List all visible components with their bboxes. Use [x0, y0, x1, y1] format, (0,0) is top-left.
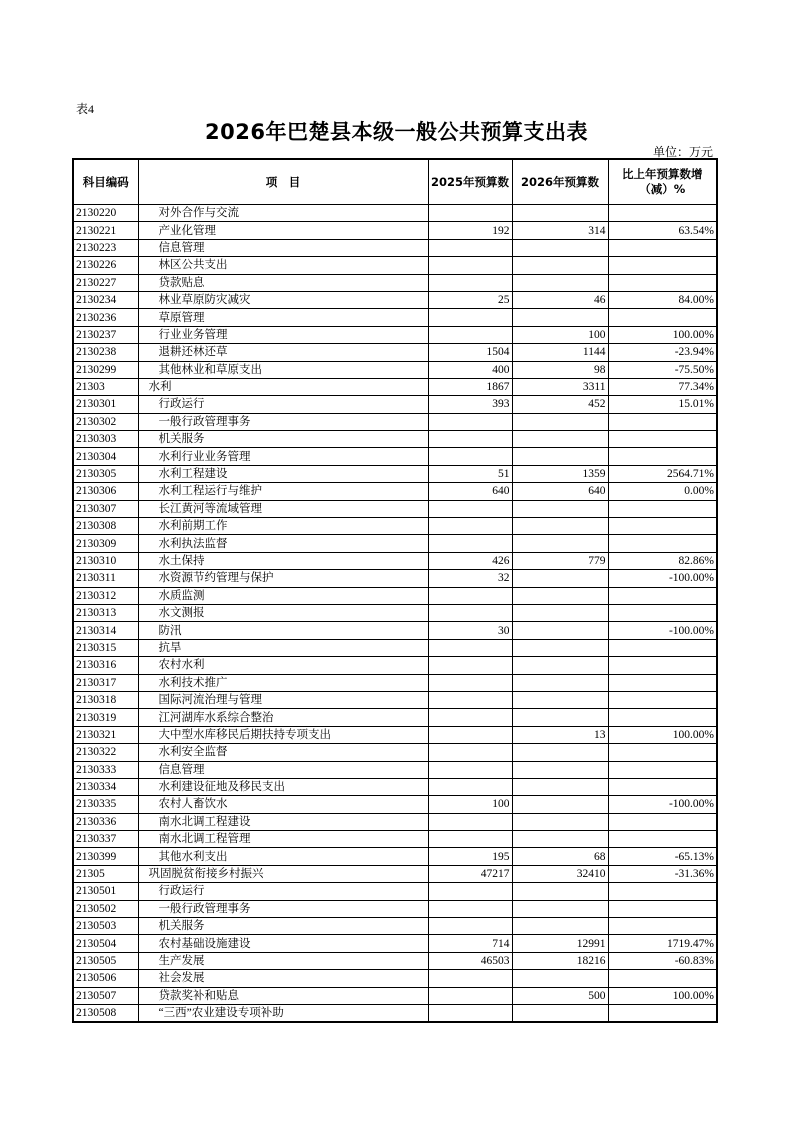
cell-budget-2025: 393 [428, 396, 512, 413]
cell-budget-2025 [428, 639, 512, 656]
cell-item-name: 水利技术推广 [138, 674, 428, 691]
cell-change-percent [608, 691, 717, 708]
cell-budget-2026 [512, 831, 608, 848]
cell-subject-code: 2130238 [73, 344, 138, 361]
cell-change-percent: -23.94% [608, 344, 717, 361]
cell-change-percent [608, 900, 717, 917]
table-row [73, 970, 717, 987]
cell-budget-2025: 192 [428, 222, 512, 239]
cell-item-name: 南水北调工程管理 [138, 831, 428, 848]
cell-item-name: 长江黄河等流域管理 [138, 500, 428, 517]
cell-subject-code: 2130234 [73, 291, 138, 308]
cell-subject-code: 2130304 [73, 448, 138, 465]
cell-budget-2025 [428, 987, 512, 1004]
cell-budget-2026: 32410 [512, 865, 608, 882]
cell-item-name: 机关服务 [138, 918, 428, 935]
cell-budget-2025 [428, 744, 512, 761]
cell-change-percent: -31.36% [608, 865, 717, 882]
cell-subject-code: 2130299 [73, 361, 138, 378]
table-row [73, 657, 717, 674]
cell-budget-2025 [428, 918, 512, 935]
unit-label: 单位：万元 [652, 145, 713, 159]
table-row [73, 448, 717, 465]
cell-subject-code: 2130310 [73, 552, 138, 569]
cell-change-percent [608, 274, 717, 291]
table-header-row [73, 159, 717, 205]
cell-item-name: 其他水利支出 [138, 848, 428, 865]
cell-change-percent: -100.00% [608, 796, 717, 813]
table-row [73, 570, 717, 587]
cell-budget-2025 [428, 813, 512, 830]
cell-budget-2025: 51 [428, 465, 512, 482]
table-row [73, 465, 717, 482]
cell-item-name: 南水北调工程建设 [138, 813, 428, 830]
table-row [73, 622, 717, 639]
cell-budget-2025: 46503 [428, 952, 512, 969]
table-row [73, 378, 717, 395]
cell-budget-2025: 30 [428, 622, 512, 639]
cell-change-percent: 84.00% [608, 291, 717, 308]
cell-budget-2026 [512, 274, 608, 291]
cell-item-name: 退耕还林还草 [138, 344, 428, 361]
cell-budget-2026 [512, 691, 608, 708]
cell-item-name: 贷款奖补和贴息 [138, 987, 428, 1004]
cell-subject-code: 2130315 [73, 639, 138, 656]
cell-budget-2025 [428, 778, 512, 795]
cell-subject-code: 2130507 [73, 987, 138, 1004]
cell-change-percent [608, 604, 717, 621]
table-row [73, 848, 717, 865]
cell-change-percent [608, 831, 717, 848]
cell-budget-2025 [428, 518, 512, 535]
cell-budget-2025: 400 [428, 361, 512, 378]
table-row [73, 831, 717, 848]
cell-item-name: 抗旱 [138, 639, 428, 656]
cell-subject-code: 2130501 [73, 883, 138, 900]
cell-subject-code: 2130502 [73, 900, 138, 917]
table-body [73, 205, 717, 1023]
cell-change-percent [608, 970, 717, 987]
cell-subject-code: 2130305 [73, 465, 138, 482]
cell-subject-code: 2130316 [73, 657, 138, 674]
cell-change-percent [608, 535, 717, 552]
cell-change-percent [608, 239, 717, 256]
cell-change-percent [608, 257, 717, 274]
cell-subject-code: 2130312 [73, 587, 138, 604]
cell-budget-2025 [428, 900, 512, 917]
cell-subject-code: 2130223 [73, 239, 138, 256]
cell-subject-code: 2130336 [73, 813, 138, 830]
cell-change-percent: -75.50% [608, 361, 717, 378]
table-row [73, 674, 717, 691]
cell-subject-code: 2130311 [73, 570, 138, 587]
cell-item-name: 社会发展 [138, 970, 428, 987]
table-row [73, 865, 717, 882]
cell-budget-2026 [512, 413, 608, 430]
table-row [73, 796, 717, 813]
cell-item-name: 水文测报 [138, 604, 428, 621]
table-row [73, 483, 717, 500]
cell-change-percent: 2564.71% [608, 465, 717, 482]
cell-subject-code: 2130333 [73, 761, 138, 778]
cell-item-name: 水利 [138, 378, 428, 395]
table-row [73, 431, 717, 448]
cell-item-name: 一般行政管理事务 [138, 900, 428, 917]
table-row [73, 257, 717, 274]
cell-item-name: 农村基础设施建设 [138, 935, 428, 952]
cell-budget-2026 [512, 535, 608, 552]
cell-change-percent [608, 309, 717, 326]
cell-change-percent [608, 813, 717, 830]
cell-budget-2025 [428, 604, 512, 621]
cell-budget-2025 [428, 205, 512, 222]
table-row [73, 239, 717, 256]
cell-subject-code: 2130236 [73, 309, 138, 326]
header-budget-2025: 2025年预算数 [428, 159, 512, 205]
table-row [73, 691, 717, 708]
cell-budget-2025 [428, 448, 512, 465]
cell-item-name: 水利工程运行与维护 [138, 483, 428, 500]
cell-change-percent [608, 778, 717, 795]
table-row [73, 918, 717, 935]
cell-budget-2026 [512, 587, 608, 604]
cell-budget-2026: 100 [512, 326, 608, 343]
table-row [73, 952, 717, 969]
cell-budget-2025: 1867 [428, 378, 512, 395]
cell-change-percent [608, 639, 717, 656]
table-row [73, 761, 717, 778]
cell-budget-2026 [512, 778, 608, 795]
cell-subject-code: 2130503 [73, 918, 138, 935]
cell-budget-2025: 195 [428, 848, 512, 865]
cell-change-percent [608, 744, 717, 761]
cell-budget-2026: 1359 [512, 465, 608, 482]
cell-budget-2025 [428, 831, 512, 848]
cell-change-percent [608, 1004, 717, 1022]
cell-item-name: 水利建设征地及移民支出 [138, 778, 428, 795]
cell-budget-2026 [512, 309, 608, 326]
cell-budget-2025 [428, 274, 512, 291]
cell-budget-2026 [512, 622, 608, 639]
cell-item-name: 林业草原防灾减灾 [138, 291, 428, 308]
cell-subject-code: 2130334 [73, 778, 138, 795]
cell-budget-2026: 1144 [512, 344, 608, 361]
cell-subject-code: 2130313 [73, 604, 138, 621]
cell-item-name: 水利前期工作 [138, 518, 428, 535]
cell-budget-2026 [512, 674, 608, 691]
table-row [73, 552, 717, 569]
cell-budget-2026 [512, 518, 608, 535]
cell-subject-code: 2130314 [73, 622, 138, 639]
cell-budget-2025 [428, 587, 512, 604]
cell-budget-2025 [428, 709, 512, 726]
cell-change-percent [608, 674, 717, 691]
cell-change-percent [608, 587, 717, 604]
cell-budget-2026 [512, 448, 608, 465]
cell-budget-2025: 1504 [428, 344, 512, 361]
cell-subject-code: 2130227 [73, 274, 138, 291]
cell-subject-code: 2130308 [73, 518, 138, 535]
cell-change-percent: -100.00% [608, 622, 717, 639]
cell-change-percent: 0.00% [608, 483, 717, 500]
cell-budget-2026 [512, 1004, 608, 1022]
cell-budget-2025 [428, 970, 512, 987]
cell-subject-code: 2130309 [73, 535, 138, 552]
cell-item-name: 防汛 [138, 622, 428, 639]
cell-subject-code: 2130221 [73, 222, 138, 239]
table-row [73, 535, 717, 552]
cell-subject-code: 2130301 [73, 396, 138, 413]
cell-change-percent: 100.00% [608, 326, 717, 343]
cell-change-percent: 15.01% [608, 396, 717, 413]
cell-subject-code: 2130506 [73, 970, 138, 987]
table-row [73, 935, 717, 952]
cell-budget-2025 [428, 726, 512, 743]
table-row [73, 1004, 717, 1022]
cell-budget-2025 [428, 431, 512, 448]
cell-change-percent: 82.86% [608, 552, 717, 569]
cell-change-percent: 63.54% [608, 222, 717, 239]
cell-budget-2026: 314 [512, 222, 608, 239]
cell-item-name: 水利执法监督 [138, 535, 428, 552]
cell-budget-2026 [512, 639, 608, 656]
cell-change-percent: 100.00% [608, 726, 717, 743]
header-change-percent: 比上年预算数增（减）% [608, 159, 717, 205]
cell-budget-2025: 32 [428, 570, 512, 587]
cell-budget-2026 [512, 796, 608, 813]
cell-change-percent [608, 761, 717, 778]
cell-change-percent [608, 413, 717, 430]
cell-change-percent: -60.83% [608, 952, 717, 969]
cell-change-percent: -100.00% [608, 570, 717, 587]
cell-budget-2025 [428, 691, 512, 708]
cell-item-name: 巩固脱贫衔接乡村振兴 [138, 865, 428, 882]
cell-budget-2025 [428, 326, 512, 343]
cell-budget-2025: 100 [428, 796, 512, 813]
cell-budget-2026 [512, 500, 608, 517]
cell-item-name: 行业业务管理 [138, 326, 428, 343]
cell-item-name: 水利安全监督 [138, 744, 428, 761]
table-row [73, 778, 717, 795]
cell-budget-2026 [512, 709, 608, 726]
cell-subject-code: 2130322 [73, 744, 138, 761]
cell-item-name: 信息管理 [138, 761, 428, 778]
cell-change-percent [608, 205, 717, 222]
cell-budget-2026: 640 [512, 483, 608, 500]
cell-item-name: 农村水利 [138, 657, 428, 674]
cell-budget-2026 [512, 239, 608, 256]
table-row [73, 900, 717, 917]
table-row [73, 518, 717, 535]
cell-item-name: 对外合作与交流 [138, 205, 428, 222]
cell-subject-code: 21303 [73, 378, 138, 395]
header-budget-2026: 2026年预算数 [512, 159, 608, 205]
cell-budget-2026: 12991 [512, 935, 608, 952]
table-row [73, 744, 717, 761]
cell-change-percent [608, 657, 717, 674]
cell-subject-code: 2130302 [73, 413, 138, 430]
cell-subject-code: 2130226 [73, 257, 138, 274]
table-row [73, 205, 717, 222]
cell-budget-2026 [512, 970, 608, 987]
cell-budget-2026 [512, 431, 608, 448]
cell-item-name: 江河湖库水系综合整治 [138, 709, 428, 726]
cell-item-name: 行政运行 [138, 883, 428, 900]
cell-budget-2025 [428, 413, 512, 430]
cell-item-name: 水质监测 [138, 587, 428, 604]
cell-budget-2025 [428, 500, 512, 517]
cell-change-percent [608, 431, 717, 448]
cell-item-name: 国际河流治理与管理 [138, 691, 428, 708]
cell-budget-2026 [512, 761, 608, 778]
cell-subject-code: 2130337 [73, 831, 138, 848]
cell-item-name: 农村人畜饮水 [138, 796, 428, 813]
page-title: 2026年巴楚县本级一般公共预算支出表 [205, 120, 588, 144]
cell-change-percent [608, 518, 717, 535]
cell-budget-2026 [512, 918, 608, 935]
cell-budget-2025 [428, 674, 512, 691]
cell-item-name: 水土保持 [138, 552, 428, 569]
table-row [73, 274, 717, 291]
table-row [73, 413, 717, 430]
cell-change-percent [608, 709, 717, 726]
cell-budget-2026 [512, 744, 608, 761]
cell-change-percent [608, 883, 717, 900]
cell-budget-2025 [428, 761, 512, 778]
cell-subject-code: 2130335 [73, 796, 138, 813]
cell-budget-2025: 426 [428, 552, 512, 569]
cell-subject-code: 2130306 [73, 483, 138, 500]
table-row [73, 396, 717, 413]
cell-change-percent: 77.34% [608, 378, 717, 395]
cell-budget-2026 [512, 657, 608, 674]
cell-item-name: 信息管理 [138, 239, 428, 256]
cell-budget-2026 [512, 604, 608, 621]
cell-budget-2025 [428, 535, 512, 552]
cell-subject-code: 2130318 [73, 691, 138, 708]
cell-budget-2026: 500 [512, 987, 608, 1004]
table-row [73, 726, 717, 743]
cell-item-name: 一般行政管理事务 [138, 413, 428, 430]
cell-budget-2025 [428, 657, 512, 674]
table-row [73, 291, 717, 308]
cell-subject-code: 21305 [73, 865, 138, 882]
table-row [73, 309, 717, 326]
cell-change-percent: 1719.47% [608, 935, 717, 952]
cell-change-percent [608, 448, 717, 465]
cell-budget-2025 [428, 239, 512, 256]
budget-expenditure-table [72, 158, 718, 1023]
cell-budget-2026: 18216 [512, 952, 608, 969]
table-row [73, 604, 717, 621]
cell-item-name: 林区公共支出 [138, 257, 428, 274]
table-row [73, 222, 717, 239]
cell-item-name: 产业化管理 [138, 222, 428, 239]
cell-subject-code: 2130508 [73, 1004, 138, 1022]
cell-item-name: 水利行业业务管理 [138, 448, 428, 465]
cell-item-name: 贷款贴息 [138, 274, 428, 291]
cell-item-name: 机关服务 [138, 431, 428, 448]
table-row [73, 639, 717, 656]
table-row [73, 883, 717, 900]
cell-budget-2026 [512, 205, 608, 222]
header-item: 项 目 [138, 159, 428, 205]
cell-budget-2026: 68 [512, 848, 608, 865]
cell-budget-2025 [428, 883, 512, 900]
table-row [73, 500, 717, 517]
cell-subject-code: 2130319 [73, 709, 138, 726]
cell-subject-code: 2130307 [73, 500, 138, 517]
cell-budget-2026 [512, 883, 608, 900]
cell-change-percent: -65.13% [608, 848, 717, 865]
cell-subject-code: 2130237 [73, 326, 138, 343]
table-row [73, 361, 717, 378]
cell-subject-code: 2130505 [73, 952, 138, 969]
header-subject-code: 科目编码 [73, 159, 138, 205]
cell-budget-2026 [512, 900, 608, 917]
cell-budget-2026: 98 [512, 361, 608, 378]
cell-subject-code: 2130303 [73, 431, 138, 448]
cell-subject-code: 2130220 [73, 205, 138, 222]
cell-item-name: 生产发展 [138, 952, 428, 969]
cell-budget-2026: 3311 [512, 378, 608, 395]
cell-budget-2025 [428, 309, 512, 326]
cell-budget-2025 [428, 257, 512, 274]
cell-budget-2026 [512, 813, 608, 830]
cell-item-name: 水资源节约管理与保护 [138, 570, 428, 587]
cell-budget-2026: 452 [512, 396, 608, 413]
cell-change-percent [608, 918, 717, 935]
cell-subject-code: 2130321 [73, 726, 138, 743]
cell-budget-2025: 640 [428, 483, 512, 500]
cell-item-name: 水利工程建设 [138, 465, 428, 482]
cell-item-name: “三西”农业建设专项补助 [138, 1004, 428, 1022]
cell-budget-2025 [428, 1004, 512, 1022]
cell-item-name: 草原管理 [138, 309, 428, 326]
table-row [73, 587, 717, 604]
cell-subject-code: 2130317 [73, 674, 138, 691]
cell-item-name: 大中型水库移民后期扶持专项支出 [138, 726, 428, 743]
table-number-label: 表4 [76, 102, 95, 116]
cell-subject-code: 2130399 [73, 848, 138, 865]
cell-budget-2025: 714 [428, 935, 512, 952]
cell-subject-code: 2130504 [73, 935, 138, 952]
cell-change-percent [608, 500, 717, 517]
cell-budget-2026 [512, 570, 608, 587]
cell-budget-2026: 46 [512, 291, 608, 308]
table-row [73, 813, 717, 830]
cell-budget-2026 [512, 257, 608, 274]
cell-budget-2025: 25 [428, 291, 512, 308]
table-row [73, 344, 717, 361]
table-row [73, 987, 717, 1004]
cell-change-percent: 100.00% [608, 987, 717, 1004]
table-row [73, 709, 717, 726]
cell-budget-2026: 779 [512, 552, 608, 569]
cell-budget-2025: 47217 [428, 865, 512, 882]
cell-item-name: 其他林业和草原支出 [138, 361, 428, 378]
table-row [73, 326, 717, 343]
cell-budget-2026: 13 [512, 726, 608, 743]
cell-item-name: 行政运行 [138, 396, 428, 413]
